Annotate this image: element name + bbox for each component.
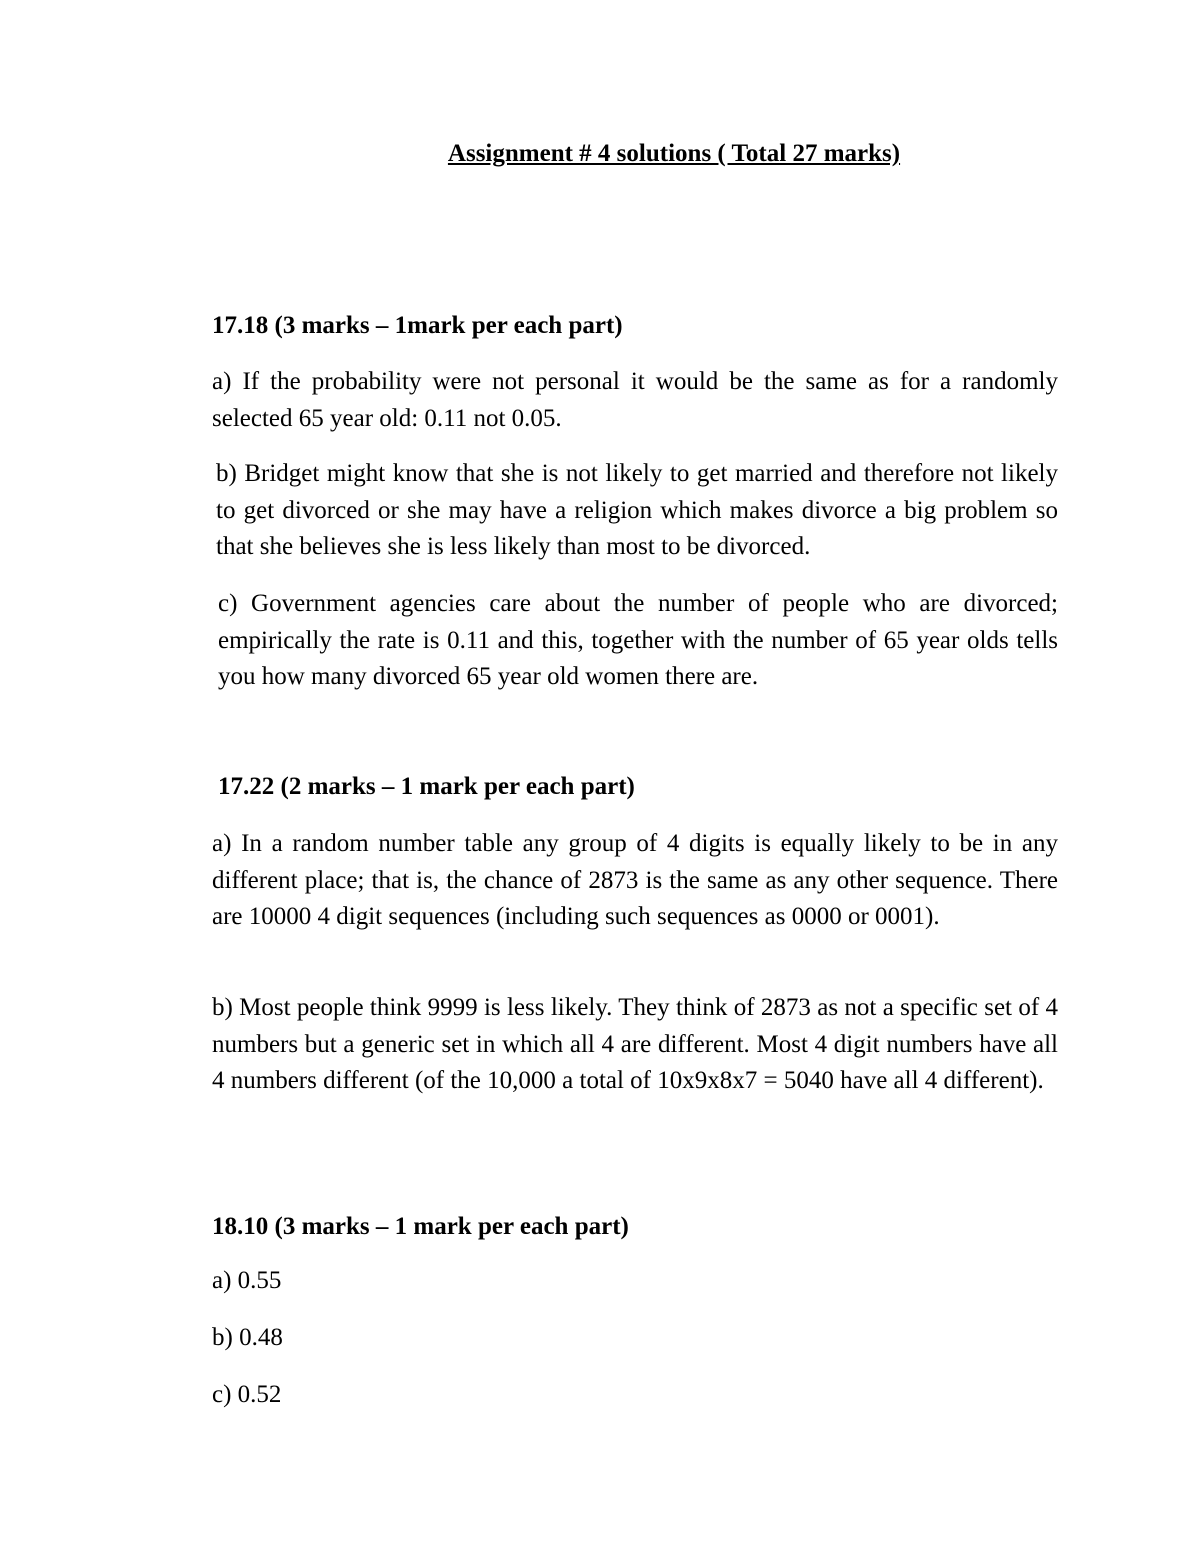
answer-18-10-b: b) 0.48 [212, 1324, 283, 1351]
answer-17-18-a: a) If the probability were not personal it would be the same as for a randomly selected 65 year old: 0.11 not 0.05. [212, 368, 1058, 432]
answer-17-22-b: b) Most people think 9999 is less likely. They think of 2873 as not a specific set of 4 numbers but a generic set in which all 4 are different. Most 4 digit numbers have all 4 numbers different (of the 10,000 a total of 10x9x8x7 = 5040 have all 4 different). [212, 994, 1058, 1094]
section-heading-18-10: 18.10 (3 marks – 1 mark per each part) [212, 1213, 629, 1240]
answer-17-22-a: a) In a random number table any group of 4 digits is equally likely to be in any different place; that is, the chance of 2873 is the same as any other sequence. There are 10000 4 digit sequences (including such sequences as 0000 or 0001). [212, 830, 1058, 930]
answer-17-18-c: c) Government agencies care about the number of people who are divorced; empirically the rate is 0.11 and this, together with the number of 65 year olds tells you how many divorced 65 year old women there are. [218, 590, 1058, 690]
section-heading-17-22: 17.22 (2 marks – 1 mark per each part) [218, 773, 635, 800]
answer-18-10-c: c) 0.52 [212, 1381, 282, 1408]
section-heading-17-18: 17.18 (3 marks – 1mark per each part) [212, 312, 623, 339]
page-title: Assignment # 4 solutions ( Total 27 marks) [447, 140, 901, 167]
answer-17-18-b: b) Bridget might know that she is not likely to get married and therefore not likely to get divorced or she may have a religion which makes divorce a big problem so that she believes she is less likely than most to be divorced. [216, 460, 1058, 560]
answer-18-10-a: a) 0.55 [212, 1267, 282, 1294]
